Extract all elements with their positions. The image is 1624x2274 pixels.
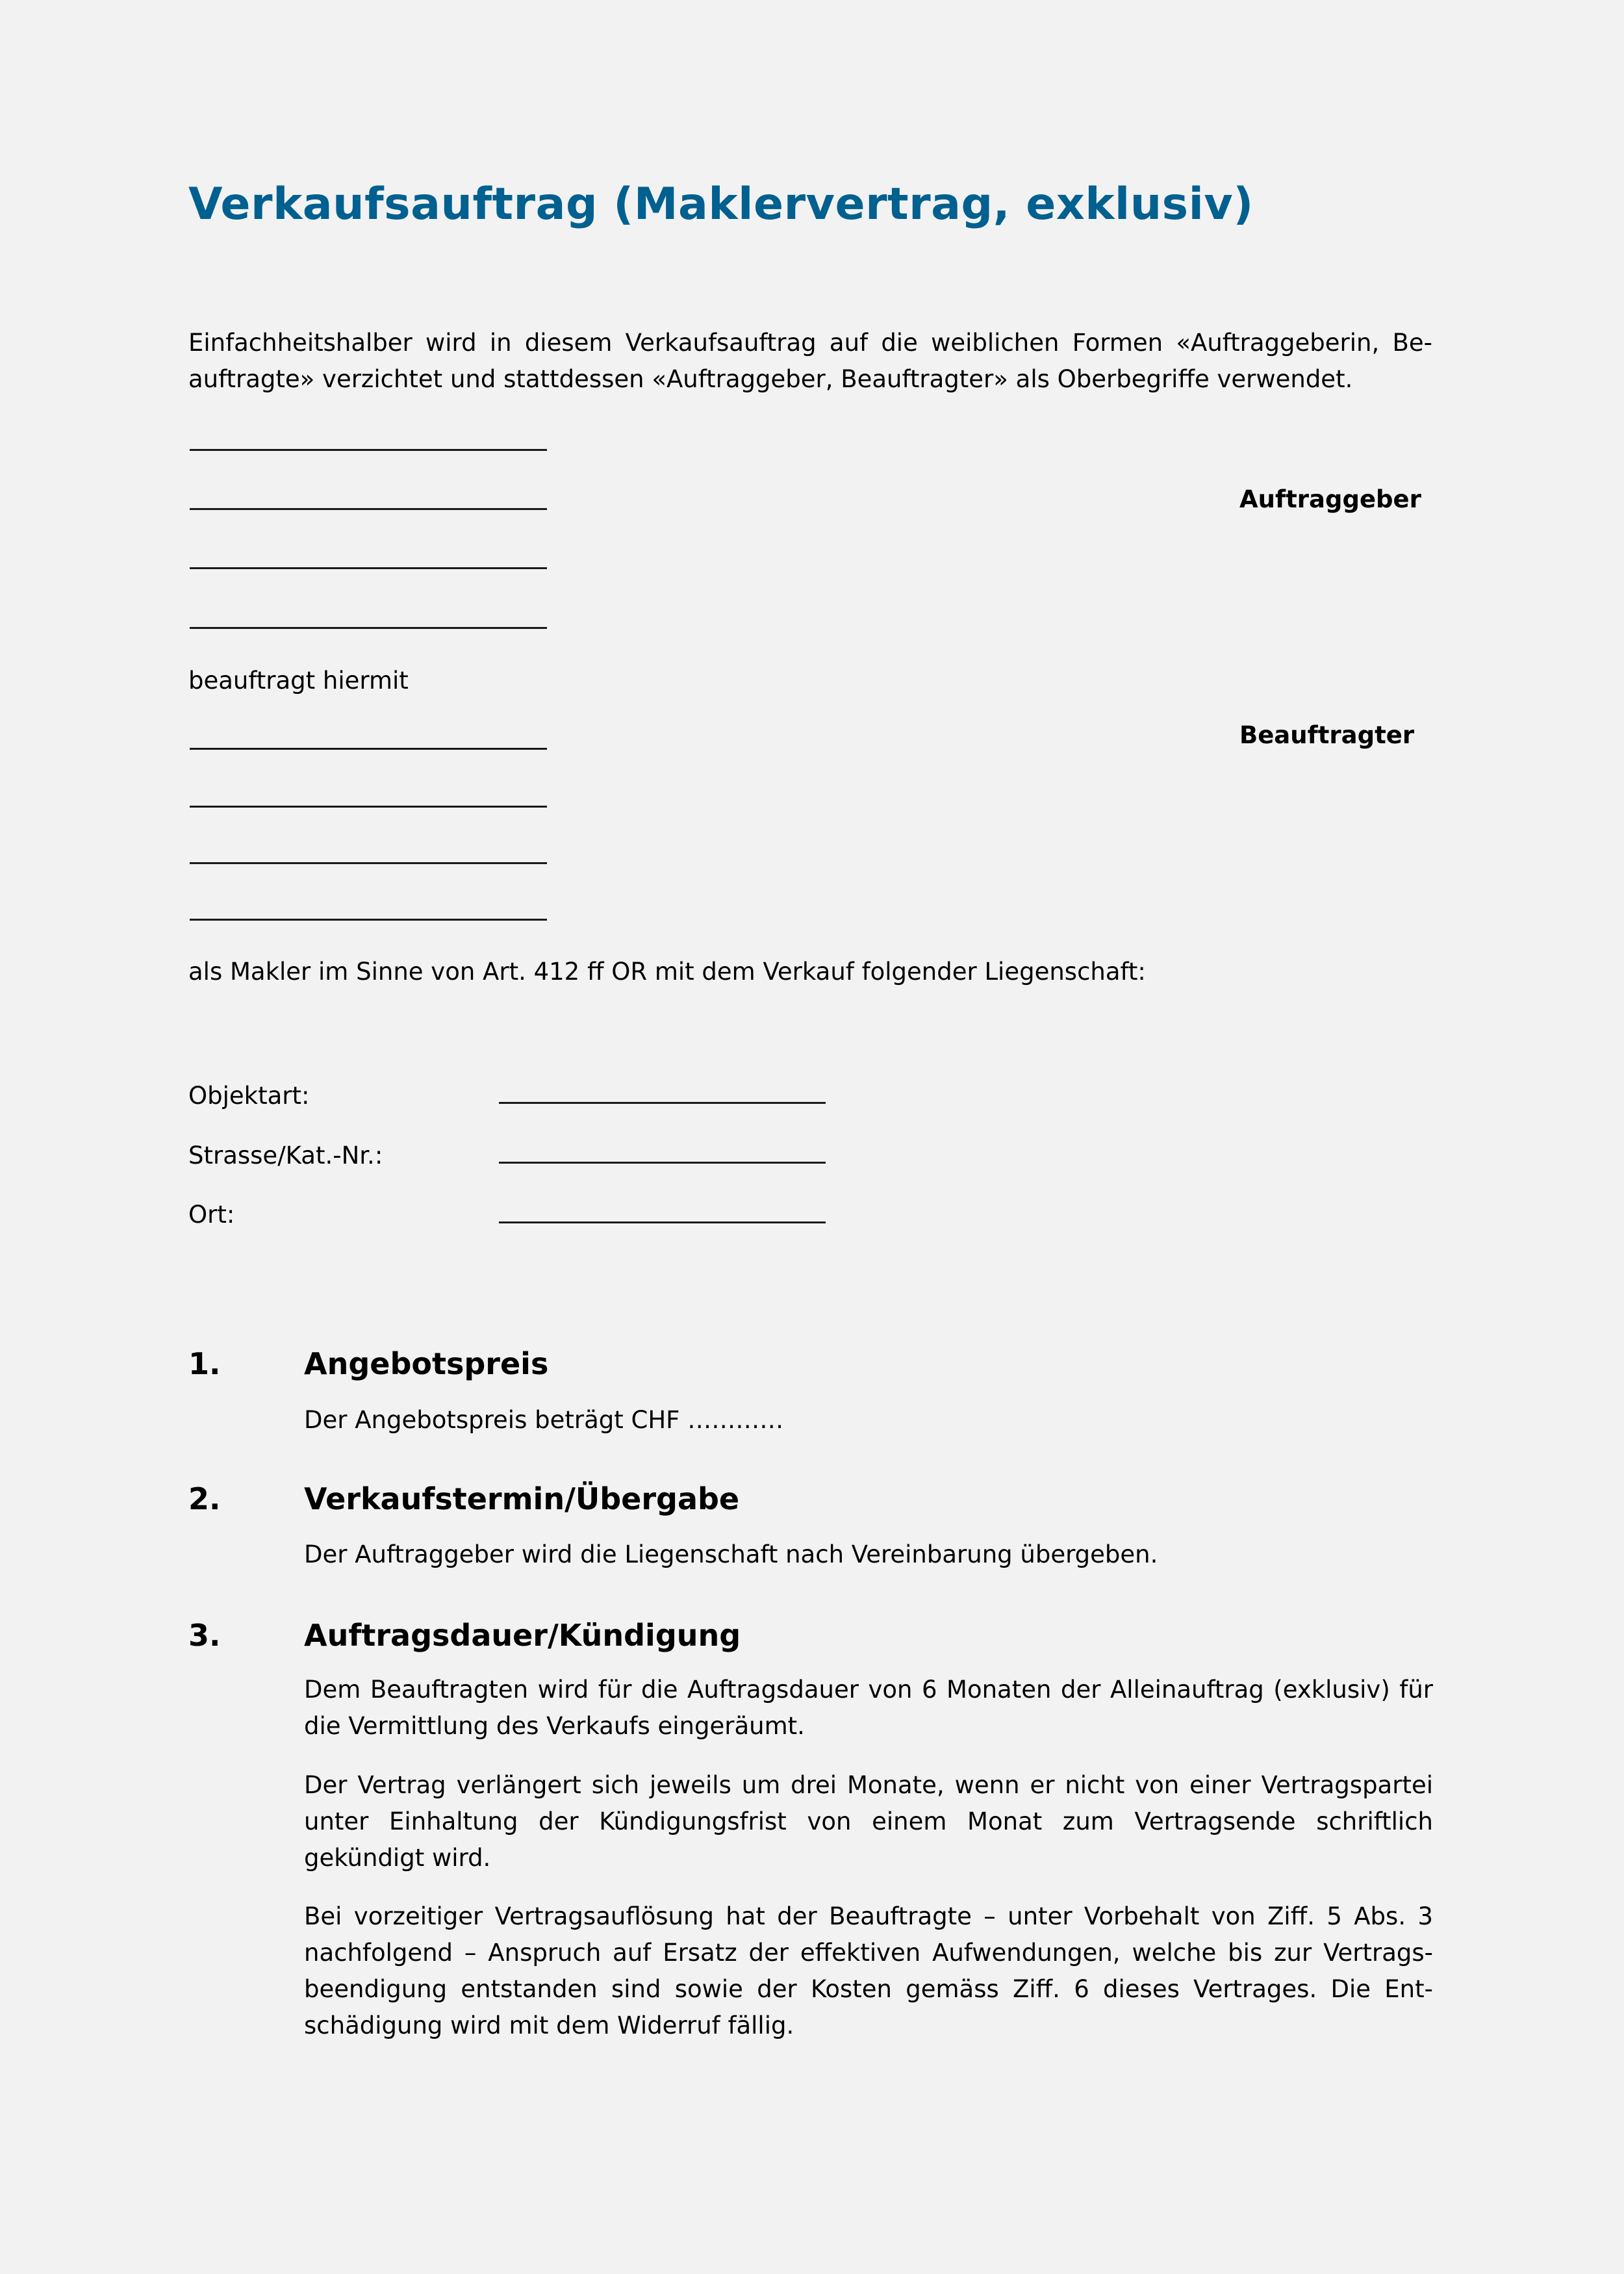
section-number: 2. <box>188 1481 221 1516</box>
property-label: Strasse/Kat.-Nr.: <box>188 1142 383 1169</box>
client-line-3[interactable] <box>190 567 547 569</box>
client-line-2[interactable] <box>190 508 547 510</box>
property-label: Ort: <box>188 1201 235 1229</box>
section-paragraph: Der Angebotspreis beträgt CHF ………… <box>304 1406 784 1434</box>
section-paragraph: Dem Beauftragten wird für die Auftragsdauer von 6 Monaten der Alleinauftrag (exklusiv) für die Vermittlung des Verkaufs eingeräumt. <box>304 1676 1433 1740</box>
section-number: 1. <box>188 1346 221 1381</box>
section-paragraph: Bei vorzeitiger Vertragsauflösung hat der Beauftragte – unter Vorbehalt von Ziff. 5 Abs. 3 nachfolgend – Anspruch auf Ersatz der effektiven Aufwendungen, welche bis zur Vertragsbeendigung entstanden sind sowie der Kosten gemäss Ziff. 6 dieses Vertrages. Die Entschädigung wird mit dem Widerruf fällig. <box>304 1902 1433 2039</box>
agent-line-4[interactable] <box>190 919 547 921</box>
property-input-ort[interactable] <box>499 1221 826 1223</box>
document-title: Verkaufsauftrag (Maklervertrag, exklusiv) <box>188 179 1254 230</box>
section-title: Verkaufstermin/Übergabe <box>304 1481 740 1516</box>
agent-label: Beauftragter <box>1239 721 1415 749</box>
intro-paragraph: Einfachheitshalber wird in diesem Verkaufsauftrag auf die weiblichen Formen «Auftraggeberin, Beauftragte» verzichtet und stattdessen «Auftraggeber, Beauftragter» als Oberbegriffe verwendet. <box>188 329 1432 393</box>
client-line-4[interactable] <box>190 627 547 629</box>
purpose-text: als Makler im Sinne von Art. 412 ff OR mit dem Verkauf folgender Liegenschaft: <box>188 958 1146 986</box>
connector-text: beauftragt hiermit <box>188 667 409 695</box>
section-paragraph: Der Auftraggeber wird die Liegenschaft nach Vereinbarung übergeben. <box>304 1540 1158 1568</box>
property-input-strasse[interactable] <box>499 1162 826 1164</box>
section-paragraph: Der Vertrag verlängert sich jeweils um drei Monate, wenn er nicht von einer Vertragspartei unter Einhaltung der Kündigungsfrist von einem Monat zum Vertragsende schriftlich gekündigt wird. <box>304 1771 1433 1872</box>
agent-line-3[interactable] <box>190 862 547 864</box>
client-line-1[interactable] <box>190 449 547 451</box>
property-label: Objektart: <box>188 1082 310 1110</box>
section-title: Angebotspreis <box>304 1346 549 1381</box>
client-label: Auftraggeber <box>1239 485 1421 513</box>
section-title: Auftragsdauer/Kündigung <box>304 1618 741 1653</box>
agent-line-2[interactable] <box>190 806 547 808</box>
section-number: 3. <box>188 1618 221 1653</box>
agent-line-1[interactable] <box>190 748 547 750</box>
property-input-objektart[interactable] <box>499 1102 826 1104</box>
